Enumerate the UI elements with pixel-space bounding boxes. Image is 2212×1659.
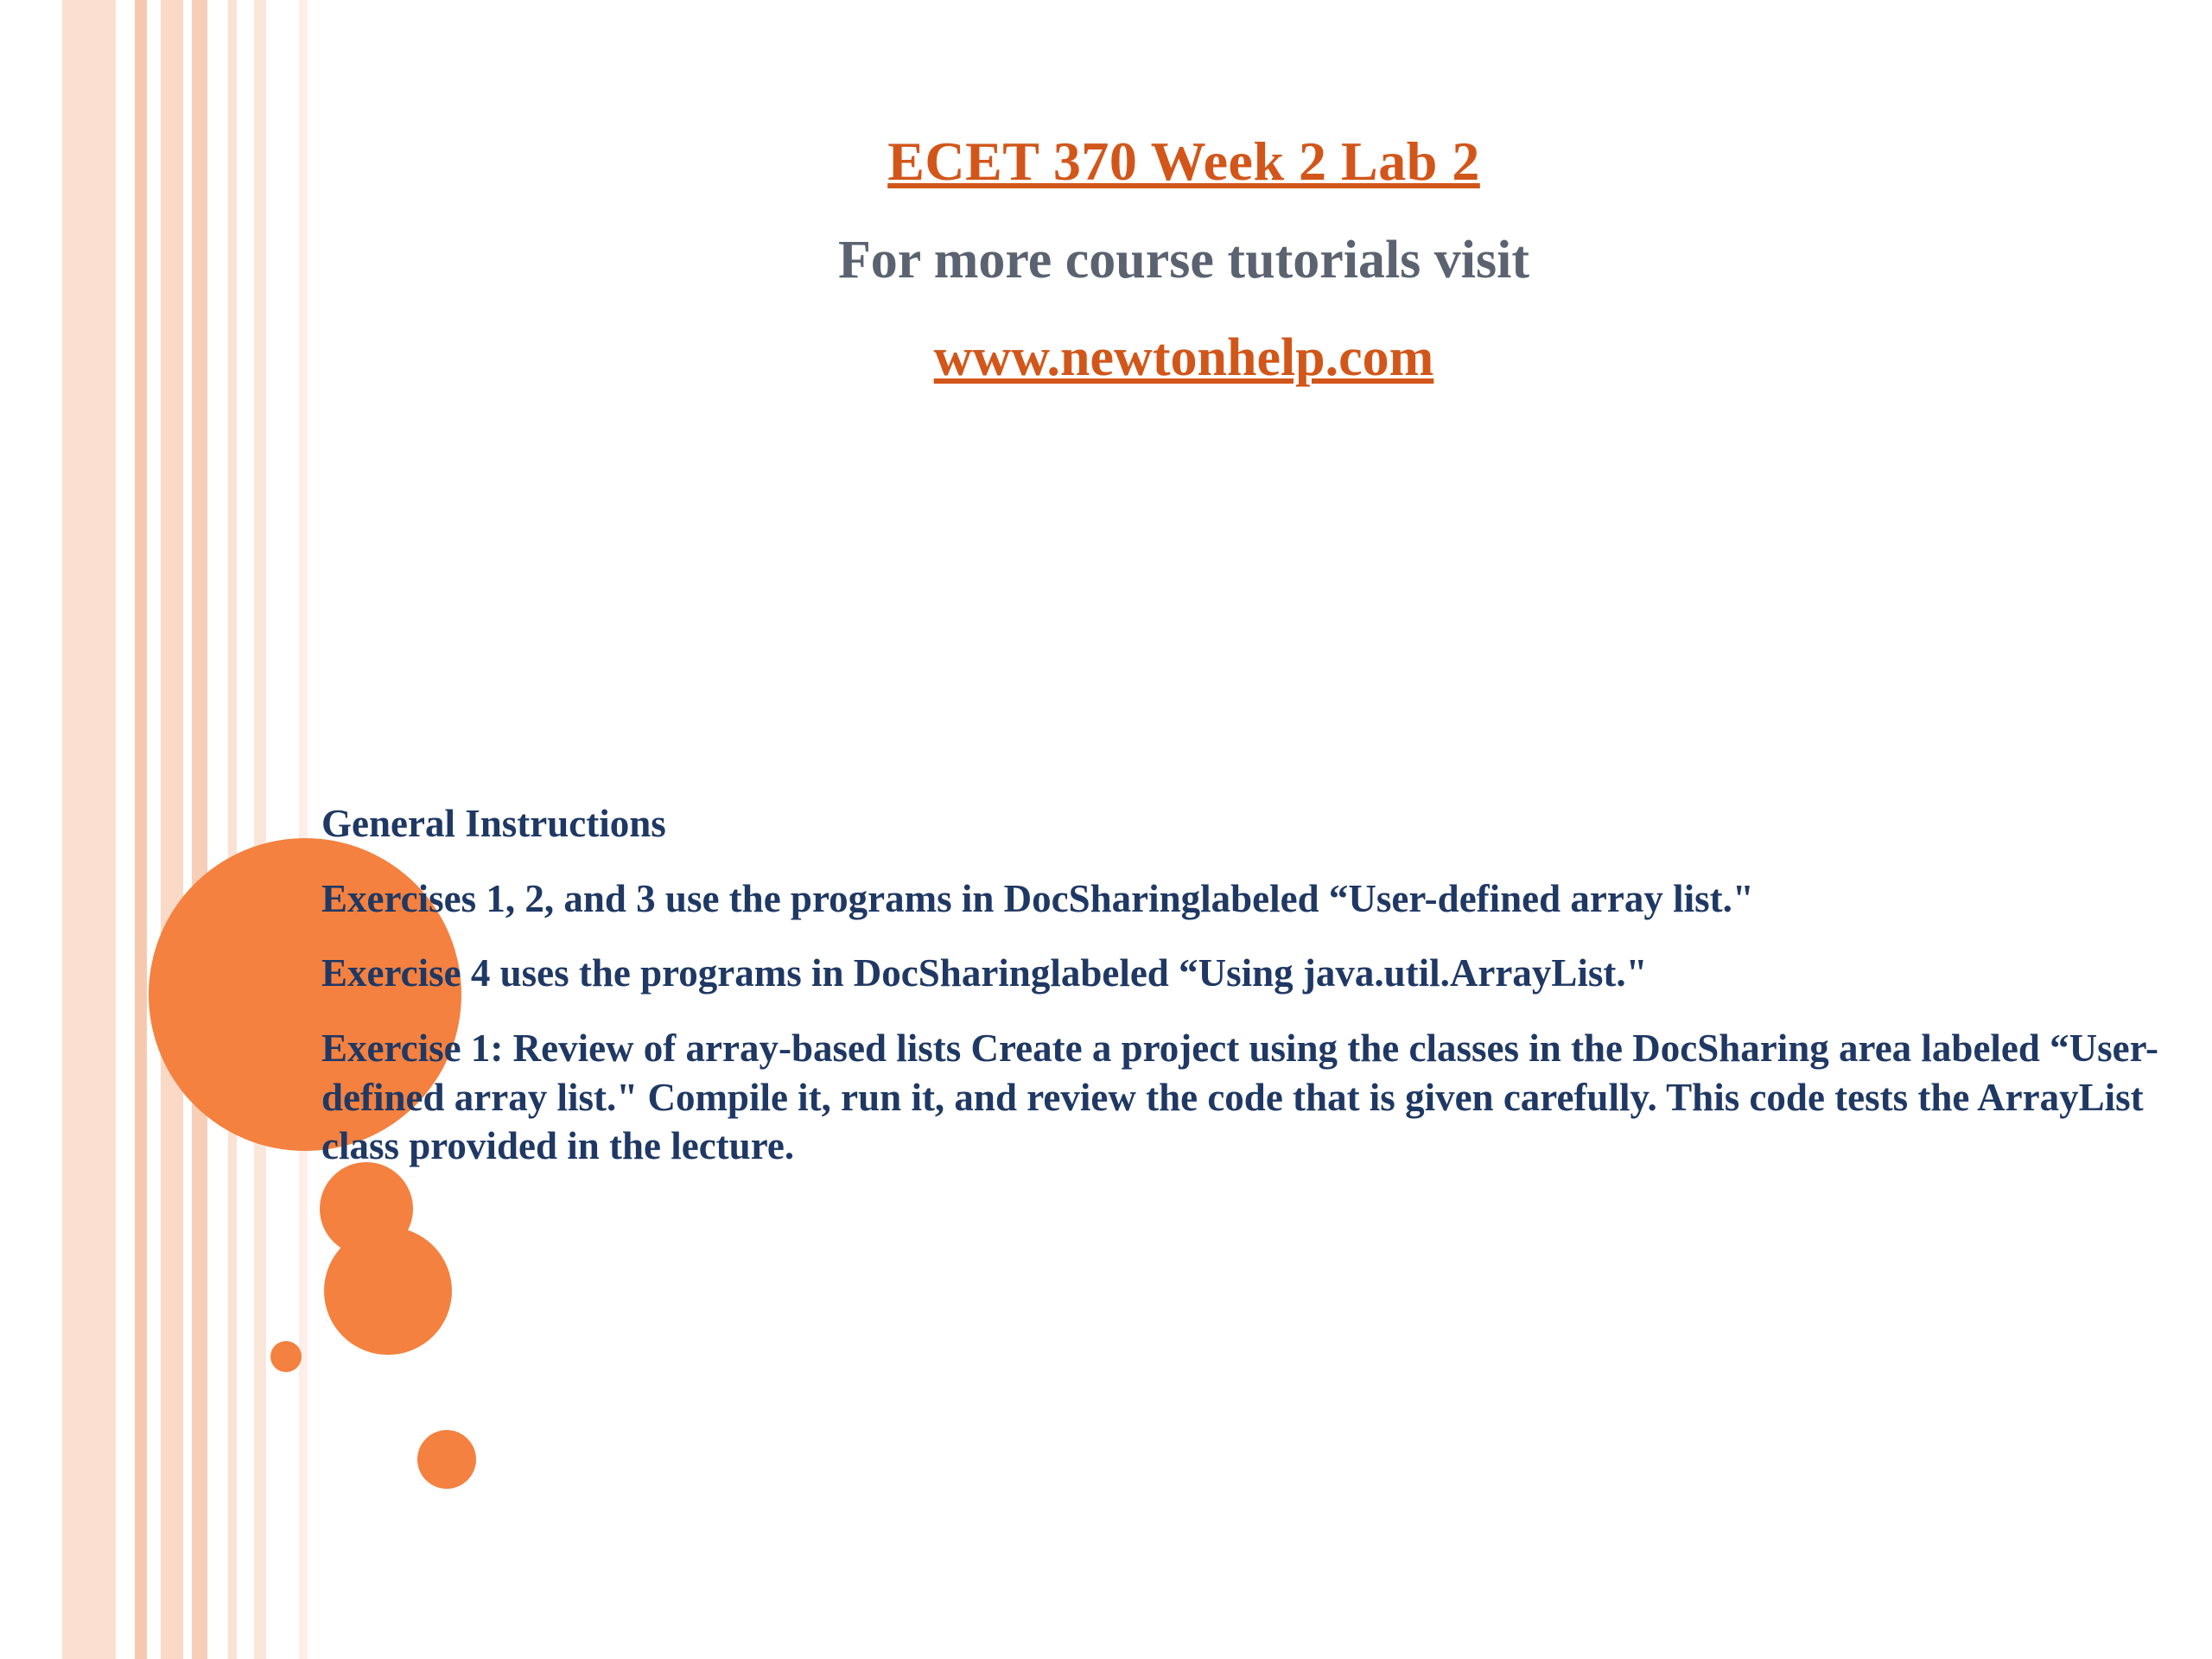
website-link[interactable]: www.newtonhelp.com bbox=[933, 327, 1434, 387]
stripe-8 bbox=[192, 0, 207, 1659]
decorative-circle-small-1 bbox=[324, 1227, 452, 1355]
body-paragraph-1: Exercises 1, 2, and 3 use the programs in DocSharinglabeled “User-defined array list." bbox=[321, 876, 1754, 920]
stripe-4 bbox=[135, 0, 147, 1659]
stripe-2 bbox=[62, 0, 116, 1659]
stripe-1 bbox=[0, 0, 62, 1659]
stripe-9 bbox=[207, 0, 228, 1659]
decorative-circle-small-2 bbox=[417, 1430, 476, 1489]
stripe-11 bbox=[237, 0, 254, 1659]
stripe-13 bbox=[266, 0, 299, 1659]
page-title: ECET 370 Week 2 Lab 2 bbox=[887, 130, 1480, 192]
stripe-6 bbox=[161, 0, 183, 1659]
body-paragraph-2: Exercise 4 uses the programs in DocSharinglabeled “Using java.util.ArrayList." bbox=[321, 951, 1648, 995]
decorative-circle-bullet bbox=[270, 1341, 302, 1372]
stripe-10 bbox=[228, 0, 237, 1659]
title-block bbox=[406, 130, 1961, 389]
body-block bbox=[321, 799, 2192, 1171]
stripe-5 bbox=[147, 0, 161, 1659]
stripe-7 bbox=[183, 0, 192, 1659]
subtitle: For more course tutorials visit bbox=[837, 230, 1530, 289]
stripe-12 bbox=[254, 0, 266, 1659]
body-heading: General Instructions bbox=[321, 802, 666, 845]
stripe-3 bbox=[116, 0, 135, 1659]
body-paragraph-3: Exercise 1: Review of array-based lists Create a project using the classes in the DocSharing area labeled “User-defined array list." Compile it, run it, and review the code that is given carefully. This code tests the ArrayList class provided in the lecture. bbox=[321, 1027, 2158, 1168]
stripe-14 bbox=[299, 0, 308, 1659]
